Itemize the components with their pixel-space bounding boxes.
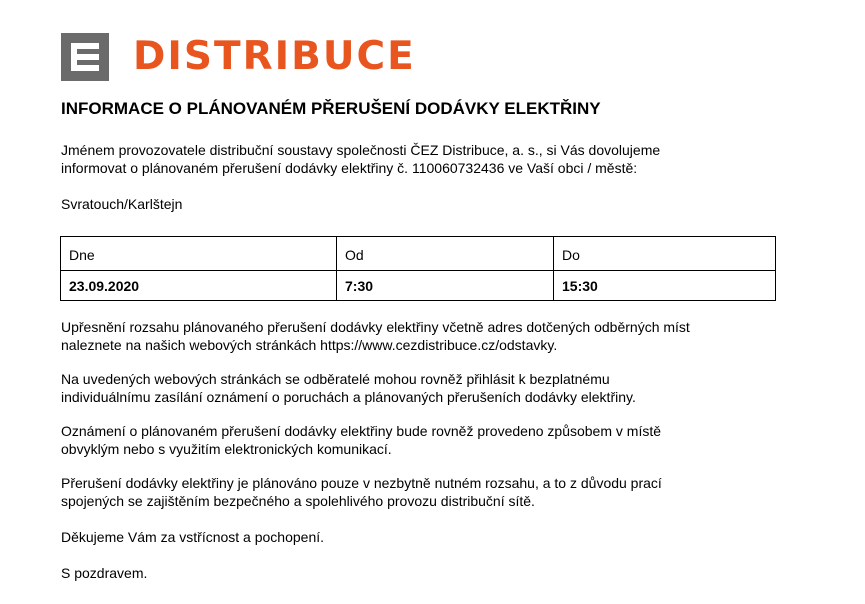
- thanks-text: Děkujeme Vám za vstřícnost a pochopení.: [61, 529, 325, 545]
- paragraph-line: Oznámení o plánovaném přerušení dodávky elektřiny bude rovněž provedeno způsobem v místě: [61, 423, 662, 439]
- document-title: INFORMACE O PLÁNOVANÉM PŘERUŠENÍ DODÁVKY ELEKTŘINY: [61, 99, 601, 118]
- paragraph-line: Na uvedených webových stránkách se odběratelé mohou rovněž přihlásit k bezplatnému: [61, 371, 610, 387]
- closing-text: S pozdravem.: [61, 565, 148, 581]
- intro-line: Jménem provozovatele distribuční soustavy společnosti ČEZ Distribuce, a. s., si Vás dovolujeme: [61, 142, 661, 158]
- paragraph-line: individuálnímu zasílání oznámení o poruchách a plánovaných přerušeních dodávky elektřiny.: [61, 389, 636, 405]
- value-from: 7:30: [337, 271, 554, 301]
- schedule-table: [60, 236, 776, 301]
- paragraph-subscription: [61, 370, 636, 406]
- cez-logo-icon: [61, 33, 109, 81]
- paragraph-reason: [61, 474, 662, 510]
- schedule-header-row: [61, 237, 776, 271]
- paragraph-announcement: [61, 422, 661, 458]
- header-date: Dne: [61, 237, 337, 271]
- paragraph-line: spojených se zajištěním bezpečného a spolehlivého provozu distribuční sítě.: [61, 493, 535, 509]
- schedule-value-row: [61, 271, 776, 301]
- header-from: Od: [337, 237, 554, 271]
- intro-line: informovat o plánovaném přerušení dodávky elektřiny č. 110060732436 ve Vaší obci / městě:: [61, 160, 638, 176]
- location: Svratouch/Karlštejn: [61, 196, 183, 212]
- header-to: Do: [554, 237, 776, 271]
- paragraph-line: obvyklým nebo s využitím elektronických komunikací.: [61, 441, 392, 457]
- paragraph-line: naleznete na našich webových stránkách https://www.cezdistribuce.cz/odstavky.: [61, 337, 558, 353]
- value-date: 23.09.2020: [61, 271, 337, 301]
- paragraph-line: Přerušení dodávky elektřiny je plánováno pouze v nezbytně nutném rozsahu, a to z důvodu prací: [61, 475, 662, 491]
- paragraph-website: [61, 318, 690, 354]
- paragraph-line: Upřesnění rozsahu plánovaného přerušení dodávky elektřiny včetně adres dotčených odběrných míst: [61, 319, 690, 335]
- value-to: 15:30: [554, 271, 776, 301]
- brand-name: DISTRIBUCE: [133, 34, 416, 79]
- intro-paragraph: [61, 141, 660, 177]
